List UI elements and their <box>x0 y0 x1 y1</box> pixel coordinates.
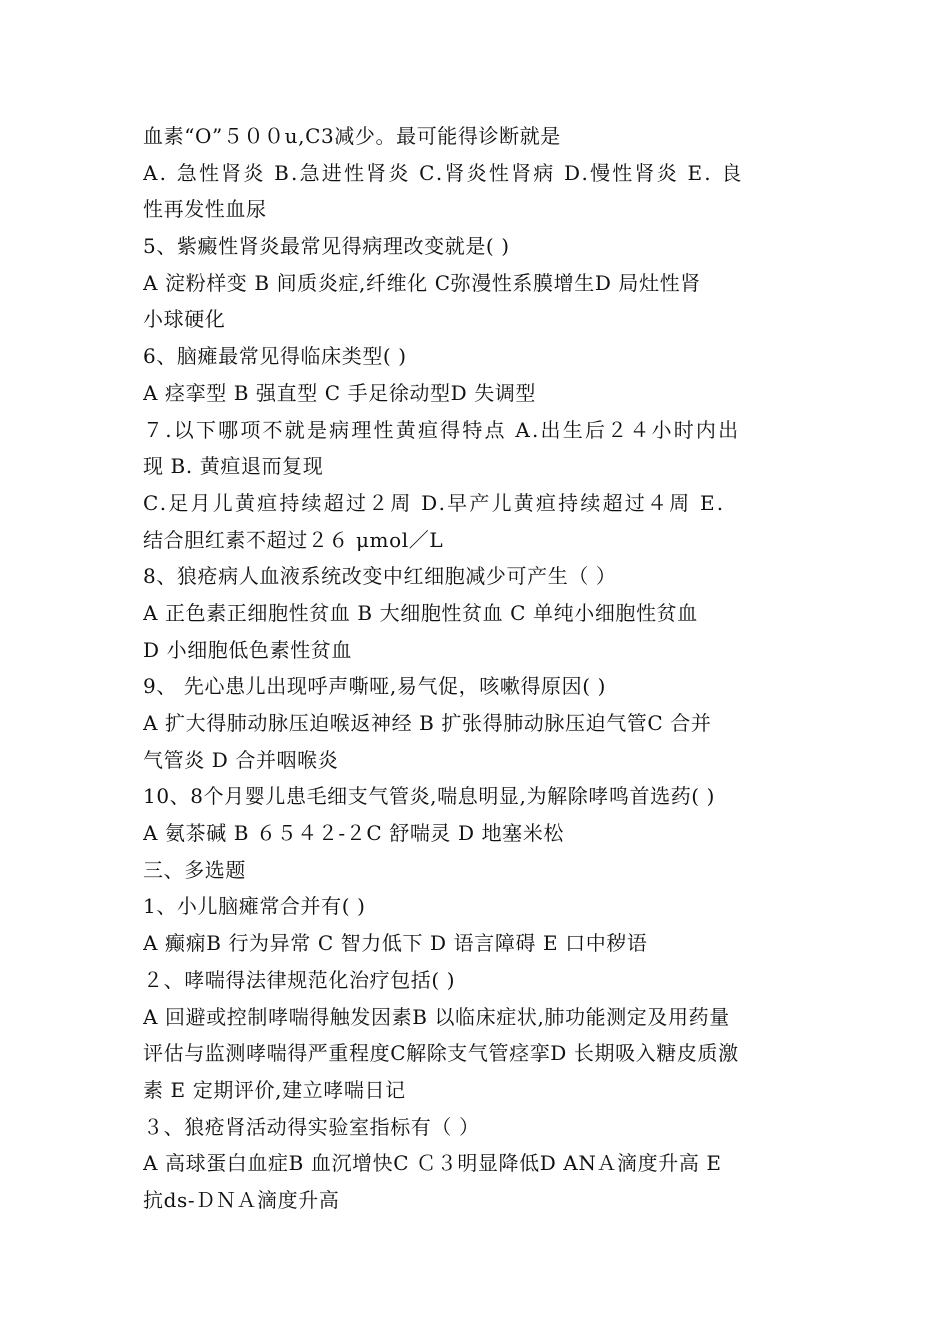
text-line: 气管炎 D 合并咽喉炎 <box>143 747 339 772</box>
text-line: D 小细胞低色素性贫血 <box>143 637 352 662</box>
text-line: 现 B. 黄疸退而复现 <box>143 454 324 479</box>
text-line: 结合胆红素不超过２６ μmol／L <box>143 527 444 552</box>
text-line: ７.以下哪项不就是病理性黄疸得特点 A.出生后２４小时内出 <box>143 417 741 442</box>
text-line: 血素“O”５００u,C3减少。最可能得诊断就是 <box>143 124 561 148</box>
document-body <box>143 118 811 1219</box>
text-line: A 正色素正细胞性贫血 B 大细胞性贫血 C 单纯小细胞性贫血 <box>143 600 698 625</box>
text-line: A 扩大得肺动脉压迫喉返神经 B 扩张得肺动脉压迫气管C 合并 <box>143 711 712 735</box>
text-line: A 淀粉样变 B 间质炎症,纤维化 C弥漫性系膜增生D 局灶性肾 <box>143 270 701 295</box>
text-line: ３、狼疮肾活动得实验室指标有（ ） <box>143 1114 480 1139</box>
text-line: 6、脑瘫最常见得临床类型( ) <box>143 344 407 369</box>
text-line: 9、 先心患儿出现呼声嘶哑,易气促，咳嗽得原因( ) <box>143 674 607 699</box>
text-line: A 癫痫B 行为异常 C 智力低下 D 语言障碍 E 口中秽语 <box>143 931 648 956</box>
text-line: A 回避或控制哮喘得触发因素B 以临床症状,肺功能测定及用药量 <box>143 1004 730 1029</box>
text-line: 1、小儿脑瘫常合并有( ) <box>143 894 366 919</box>
text-line: 抗ds-ＤＮＡ滴度升高 <box>143 1187 340 1212</box>
text-line: ２、哮喘得法律规范化治疗包括( ) <box>143 967 456 992</box>
text-line: A 氨茶碱 B ６５４２-２C 舒喘灵 D 地塞米松 <box>143 821 564 846</box>
text-line: 小球硬化 <box>143 307 226 332</box>
text-line: 素 E 定期评价,建立哮喘日记 <box>143 1077 406 1102</box>
text-line: 评估与监测哮喘得严重程度C解除支气管痉挛D 长期吸入糖皮质激 <box>143 1041 739 1066</box>
text-line: 8、狼疮病人血液系统改变中红细胞减少可产生（ ） <box>143 564 617 589</box>
text-line: 10、8个月婴儿患毛细支气管炎,喘息明显,为解除哮鸣首选药( ) <box>143 784 716 809</box>
text-line: C.足月儿黄疸持续超过２周 D.早产儿黄疸持续超过４周 E. <box>143 490 726 515</box>
text-line: A. 急性肾炎 B.急进性肾炎 C.肾炎性肾病 D.慢性肾炎 E. 良 <box>143 160 744 185</box>
text-line: A 高球蛋白血症B 血沉增快C Ｃ３明显降低D ANＡ滴度升高 E <box>143 1151 722 1176</box>
text-line: 性再发性血尿 <box>143 197 267 222</box>
section-heading: 三、多选题 <box>143 857 246 882</box>
text-line: A 痉挛型 B 强直型 C 手足徐动型D 失调型 <box>143 380 537 405</box>
text-line: 5、紫癜性肾炎最常见得病理改变就是( ) <box>143 234 510 259</box>
